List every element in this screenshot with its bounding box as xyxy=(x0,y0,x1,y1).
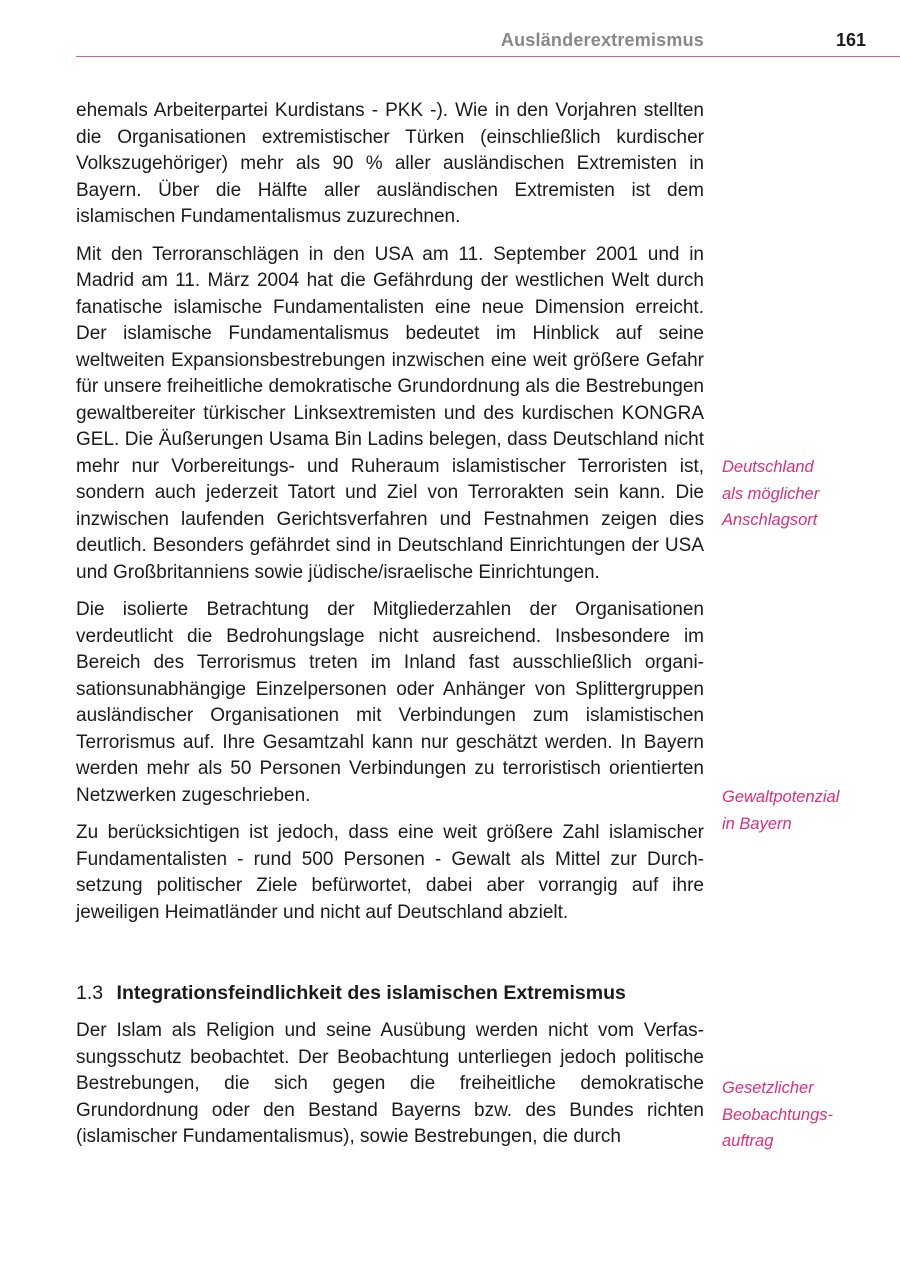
margin-note-line: Gewaltpotenzial xyxy=(722,788,840,806)
paragraph-3: Die isolierte Betrachtung der Mitgliederzahlen der Organisationen verdeutlicht die Bedrohungslage nicht ausreichend. Insbesondere im Bereich des Terrorismus treten im Inland fast ausschließlich organisationsunabhängige Einzelpersonen oder Anhänger von Splittergruppen ausländischer Organisationen mit Verbindungen zum islamistischen Terrorismus auf. Ihre Gesamtzahl kann nur geschätzt werden. In Bayern werden mehr als 50 Personen Verbindungen zu terroristisch orientierten Netzwerken zugeschrieben. xyxy=(76,599,704,806)
paragraph-1: ehemals Arbeiterpartei Kurdistans - PKK -). Wie in den Vorjahren stellten die Organisationen extremistischer Türken (einschließlich kurdischer Volkszugehöriger) mehr als 90 % aller ausländischen Extremisten in Bayern. Über die Hälfte aller ausländischen Extremisten ist dem islamischen Fundamentalismus zuzurechnen. xyxy=(76,100,704,227)
margin-note-beobachtungsauftrag xyxy=(722,1075,892,1155)
page-header xyxy=(76,26,900,57)
section-number: 1.3 xyxy=(76,982,104,1004)
margin-note-line: Beobachtungs- xyxy=(722,1105,833,1124)
margin-note-line: Gesetzlicher xyxy=(722,1079,814,1097)
section-title: Integrationsfeindlichkeit des islamischen Extremismus xyxy=(116,982,626,1004)
section-heading xyxy=(76,980,704,1006)
section-paragraph: Der Islam als Religion und seine Ausübung werden nicht vom Verfassungsschutz beobachtet. Der Beobachtung unterliegen jedoch politische Bestrebungen, die sich gegen die freiheitliche demokratische Grundordnung oder den Bestand Bayerns bzw. des Bundes richten (islamischer Fundamentalismus), sowie Bestrebungen, die durch xyxy=(76,1020,704,1147)
margin-note-anschlagsort xyxy=(722,454,892,534)
running-header-title: Ausländerextremismus xyxy=(500,30,704,50)
paragraph-4: Zu berücksichtigen ist jedoch, dass eine weit größere Zahl islamischer Fundamentalisten - rund 500 Personen - Gewalt als Mittel zur Durchsetzung politischer Ziele befürwortet, dabei aber vorrangig auf ihre jeweiligen Heimatländer und nicht auf Deutschland abzielt. xyxy=(76,822,704,923)
margin-note-line: auftrag xyxy=(722,1132,774,1150)
margin-note-line: Anschlagsort xyxy=(722,511,818,529)
page-number: 161 xyxy=(835,30,866,50)
margin-note-line: als möglicher xyxy=(722,484,820,503)
paragraph-2: Mit den Terroranschlägen in den USA am 11. September 2001 und in Madrid am 11. März 2004 hat die Gefährdung der westlichen Welt durch fanatische islamische Fundamentalisten eine neue Dimension erreicht. Der islamische Fundamentalismus bedeutet im Hinblick auf seine weltweiten Expansionsbestrebungen inzwischen eine weit größere Gefahr für unsere freiheitliche demokratische Grundordnung als die Bestrebungen gewaltbereiter türkischer Linksextremisten und des kurdischen KONGRA GEL. Die Äußerungen Usama Bin Ladins belegen, dass Deutschland nicht mehr nur Vorbereitungs- und Ruheraum islamistischer Terroristen ist, sondern auch jederzeit Tatort und Ziel von Terrorakten sein kann. Die inzwischen laufenden Gerichtsverfahren und Festnahmen zeigen dies deutlich. Besonders gefährdet sind in Deutschland Einrichtungen der USA und Großbritanniens sowie jüdische/israelische Einrichtungen. xyxy=(76,243,704,583)
margin-note-line: Deutschland xyxy=(722,458,814,476)
margin-note-gewaltpotenzial xyxy=(722,784,892,837)
margin-note-line: in Bayern xyxy=(722,814,792,833)
main-text-column xyxy=(76,98,704,1162)
